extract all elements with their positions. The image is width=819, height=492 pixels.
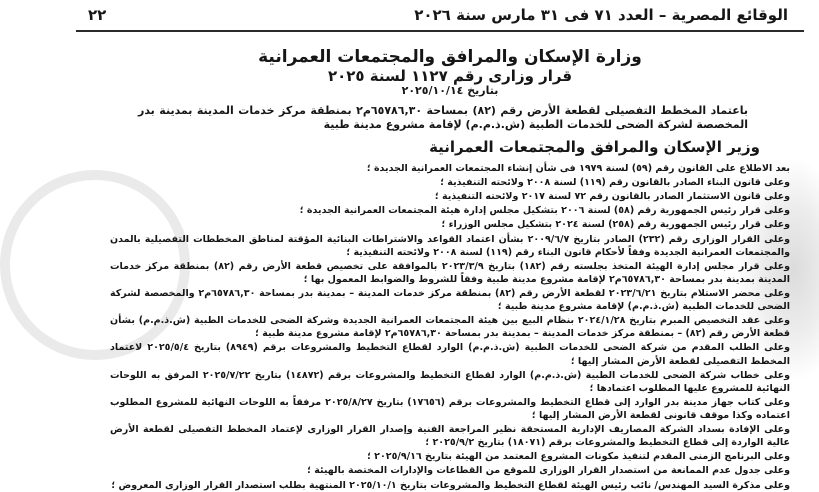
decree-title-block	[140, 48, 760, 97]
preamble-paragraph: وعلى قانون البناء الصادر بالقانون رقم (١١٩) لسنة ٢٠٠٨ ولائحته التنفيذية ؛	[440, 177, 790, 189]
preamble-paragraph: وعلى الطلب المقدم من شركة الضحى للخدمات الطبية (ش.ذ.م.م) الوارد لقطاع التخطيط والمشروعات برقم (٨٩٤٩) بتاريخ ٢٠٢٥/٥/٤ لاعتماد المخطط التفصيلى لقطعة الأرض المشار إليها ؛	[110, 342, 790, 367]
gazette-page	[40, 0, 819, 491]
preamble-paragraph: وعلى البرنامج الزمنى المقدم لتنفيذ مكونات المشروع المعتمد من الهيئة بتاريخ ٢٠٢٥/٩/١٦ ؛	[367, 451, 790, 463]
decree-preamble	[110, 162, 791, 491]
preamble-paragraph: وعلى خطاب شركة الضحى للخدمات الطبية (ش.ذ.م.م) الوارد لقطاع التخطيط والمشروعات برقم (١٤٨٧٢) بتاريخ ٢٠٢٥/٧/٢٢ المرفق به اللوحات النهائية للمشروع عليها المطلوب اعتمادها ؛	[110, 369, 791, 394]
ministry-name: وزارة الإسكان والمرافق والمجتمعات العمرانية	[258, 47, 642, 67]
preamble-paragraph: وعلى كتاب جهاز مدينة بدر الوارد إلى قطاع التخطيط والمشروعات برقم (١٧٦٥٦) بتاريخ ٢٠٢٥/٨/٢٧ مرفقاً به اللوحات النهائية للمشروع المطلوب اعتماده وكذا موقف قانونى لقطعة الأرض المشار إليها ؛	[110, 396, 791, 421]
header-divider	[76, 30, 804, 32]
preamble-paragraph: وعلى عقد التخصيص المبرم بتاريخ ٢٠٢٤/١/٢٨ بنظام البيع بين هيئة المجتمعات العمرانية الجديدة وشركة الضحى للخدمات الطبية (ش.ذ.م.م) بشأن قطعة الأرض رقم (٨٢) – بمنطقة مركز خدمات المدينة – بمدينة بدر بمساحة ٦٥٧٨٦,٣٠م٢ لإقامة مشروع مدينة طبية ؛	[110, 315, 790, 340]
decree-date: بتاريخ ٢٠٢٥/١٠/١٤	[401, 83, 499, 97]
preamble-paragraph: وعلى القرار الوزارى رقم (٢٣٢) الصادر بتاريخ ٢٠٠٩/٦/٧ بشأن اعتماد القواعد والاشتراطات البنائية المؤقتة لمناطق المخططات التفصيلية بالمدن والمجتمعات العمرانية الجديدة وفقاً لأحكام قانون البناء رقم (١١٩) لسنة ٢٠٠٨ ولائحته التنفيذية ؛	[110, 233, 791, 258]
page-number: ٢٢	[88, 6, 107, 24]
page-header	[40, 0, 819, 44]
preamble-paragraph: وعلى قانون الاستثمار الصادر بالقانون رقم ٧٢ لسنة ٢٠١٧ ولائحته التنفيذية ؛	[434, 191, 790, 203]
decree-number: قرار وزارى رقم ١١٢٧ لسنة ٢٠٢٥	[327, 66, 573, 85]
header-issue-text: الوقائع المصرية – العدد ٧١ فى ٣١ مارس سنة ٢٠٢٦	[414, 6, 788, 24]
header-line	[88, 6, 788, 24]
preamble-paragraph: بعد الاطلاع على القانون رقم (٥٩) لسنة ١٩٧٩ فى شأن إنشاء المجتمعات العمرانية الجديدة ؛	[366, 163, 790, 174]
decree-subject: باعتماد المخطط التفصيلى لقطعة الأرض رقم (٨٢) بمساحة ٦٥٧٨٦,٣٠م٢ بمنطقة مركز خدمات المدينة بمدينة بدر المخصصة لشركة الضحى للخدمات الطبية (ش.ذ.م.م) لإقامة مشروع مدينة طبية	[138, 104, 748, 132]
preamble-paragraph: وعلى محضر الاستلام بتاريخ ٢٠٢٣/٦/٢١ لقطعة الأرض رقم (٨٢) بمنطقة مركز خدمات المدينة – بمدينة بدر بمساحة ٦٥٧٨٦,٣٠م٢ والمخصصة لشركة الضحى للخدمات الطبية (ش.ذ.م.م) لإقامة مشروع مدينة طبية ؛	[110, 287, 790, 313]
preamble-paragraph: وعلى مذكرة السيد المهندس/ نائب رئيس الهيئة لقطاع التخطيط والمشروعات بتاريخ ٢٠٢٥/١٠/١ المنتهية بطلب استصدار القرار الوزارى المعروض ؛	[111, 479, 790, 491]
preamble-paragraph: وعلى جدول عدم الممانعة من استصدار القرار الوزارى للموقع من القطاعات والإدارات المختصة بالهيئة ؛	[307, 465, 790, 477]
minister-title: وزير الإسكان والمرافق والمجتمعات العمرانية	[429, 138, 760, 156]
preamble-paragraph: وعلى قرار مجلس إدارة الهيئة المتخذ بجلسته رقم (١٨٢) بتاريخ ٢٠٢٣/٣/٩ بالموافقة على تخصيص قطعة الأرض رقم (٨٢) بمنطقة مركز خدمات المدينة بمدينة بدر بمساحة ٦٥٧٨٦,٣٠م٢ لإقامة مشروع مدينة طبية وفقاً للشروط والضوابط المعمول بها ؛	[110, 260, 790, 285]
preamble-paragraph: وعلى الإفادة بسداد الشركة المصاريف الإدارية المستحقة نظير المراجعة الفنية وإصدار القرار الوزارى لإعتماد المخطط التفصيلى لقطعة الأرض عالية الواردة إلى قطاع التخطيط والمشروعات برقم (١٨٠٧١) بتاريخ ٢٠٢٥/٩/٢ ؛	[110, 424, 790, 449]
preamble-paragraph: وعلى قرار رئيس الجمهورية رقم (٢٥٨) لسنة ٢٠٢٤ بتشكيل مجلس الوزراء ؛	[441, 219, 790, 231]
preamble-paragraph: وعلى قرار رئيس الجمهورية رقم (٥٨) لسنة ٢٠٠٦ بتشكيل مجلس إدارة هيئة المجتمعات العمرانية الجديدة ؛	[299, 205, 790, 217]
